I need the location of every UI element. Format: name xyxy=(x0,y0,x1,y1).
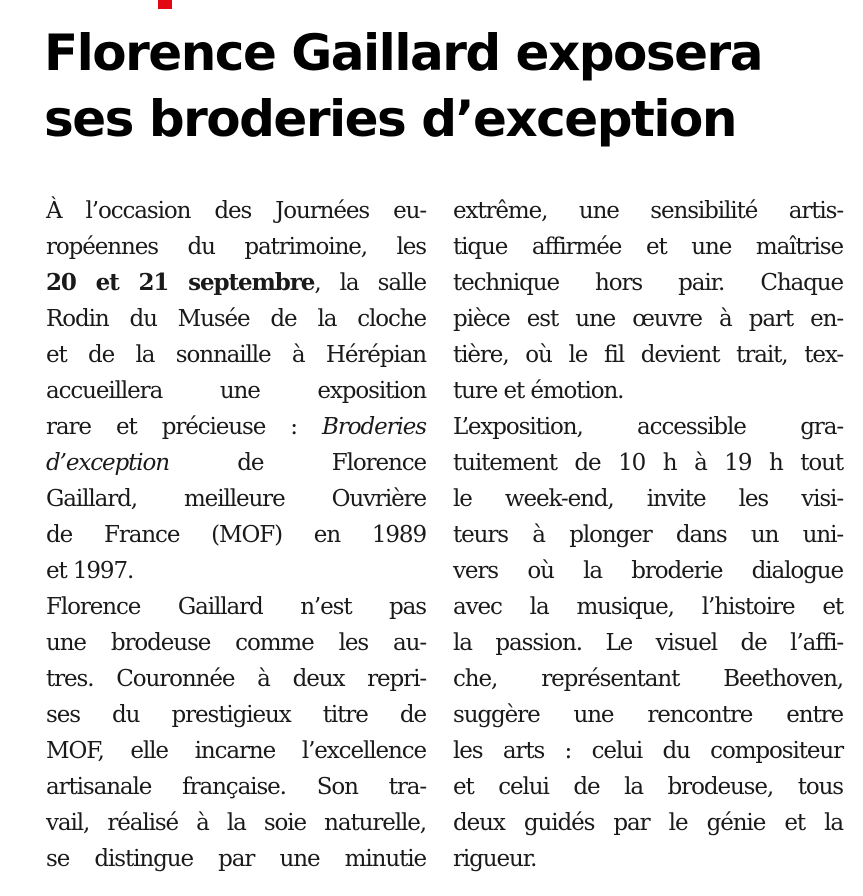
body-line: extrême, une sensibilité artis- xyxy=(453,198,843,224)
article-headline xyxy=(44,20,844,152)
body-line: technique hors pair. Chaque xyxy=(453,270,843,296)
headline-line: Florence Gaillard exposera xyxy=(44,24,762,82)
body-line: teurs à plonger dans un uni- xyxy=(453,522,843,548)
body-line: vers où la broderie dialogue xyxy=(453,558,843,584)
body-line: avec la musique, l’histoire et xyxy=(453,594,843,620)
body-line: tière, où le fil devient trait, tex- xyxy=(453,342,843,368)
exhibition-title: d’exception xyxy=(46,450,169,476)
body-line: ture et émotion. xyxy=(453,378,624,404)
body-line: ropéennes du patrimoine, les xyxy=(46,234,426,260)
headline-line: ses broderies d’exception xyxy=(44,90,736,148)
body-line: suggère une rencontre entre xyxy=(453,702,843,728)
body-line: L’exposition, accessible gra- xyxy=(453,414,843,440)
body-line: Rodin du Musée de la cloche xyxy=(46,306,426,332)
body-line: Florence Gaillard n’est pas xyxy=(46,594,426,620)
event-dates: 20 et 21 septembre xyxy=(46,269,315,296)
body-line: vail, réalisé à la soie naturelle, xyxy=(46,810,426,836)
body-line: tres. Couronnée à deux repri- xyxy=(46,666,426,692)
exhibition-title: Broderies xyxy=(322,414,426,440)
body-line: et celui de la brodeuse, tous xyxy=(453,774,843,800)
body-line: une brodeuse comme les au- xyxy=(46,630,426,656)
body-line: de France (MOF) en 1989 xyxy=(46,522,426,548)
body-line: d’exception de Florence xyxy=(46,450,426,476)
body-line: che, représentant Beethoven, xyxy=(453,666,843,692)
body-line: MOF, elle incarne l’excellence xyxy=(46,738,426,764)
body-line: le week-end, invite les visi- xyxy=(453,486,843,512)
body-line: la passion. Le visuel de l’affi- xyxy=(453,630,843,656)
body-line: artisanale française. Son tra- xyxy=(46,774,426,800)
body-line: et 1997. xyxy=(46,558,134,584)
body-line: se distingue par une minutie xyxy=(46,846,426,872)
body-line: les arts : celui du compositeur xyxy=(453,738,843,764)
body-line: tique affirmée et une maîtrise xyxy=(453,234,843,260)
section-accent-bar xyxy=(158,0,172,9)
body-line: tuitement de 10 h à 19 h tout xyxy=(453,450,843,476)
body-line: ses du prestigieux titre de xyxy=(46,702,426,728)
body-line: pièce est une œuvre à part en- xyxy=(453,306,843,332)
article-body-left-column xyxy=(46,193,426,877)
body-line: deux guidés par le génie et la xyxy=(453,810,843,836)
body-line: 20 et 21 septembre, la salle xyxy=(46,269,426,296)
body-line: Gaillard, meilleure Ouvrière xyxy=(46,486,426,512)
body-line: rare et précieuse : Broderies xyxy=(46,414,426,440)
body-line: et de la sonnaille à Hérépian xyxy=(46,342,426,368)
body-line: accueillera une exposition xyxy=(46,378,426,404)
article-body-right-column xyxy=(453,193,843,877)
body-line: À l’occasion des Journées eu- xyxy=(46,198,426,224)
body-line: rigueur. xyxy=(453,846,537,872)
